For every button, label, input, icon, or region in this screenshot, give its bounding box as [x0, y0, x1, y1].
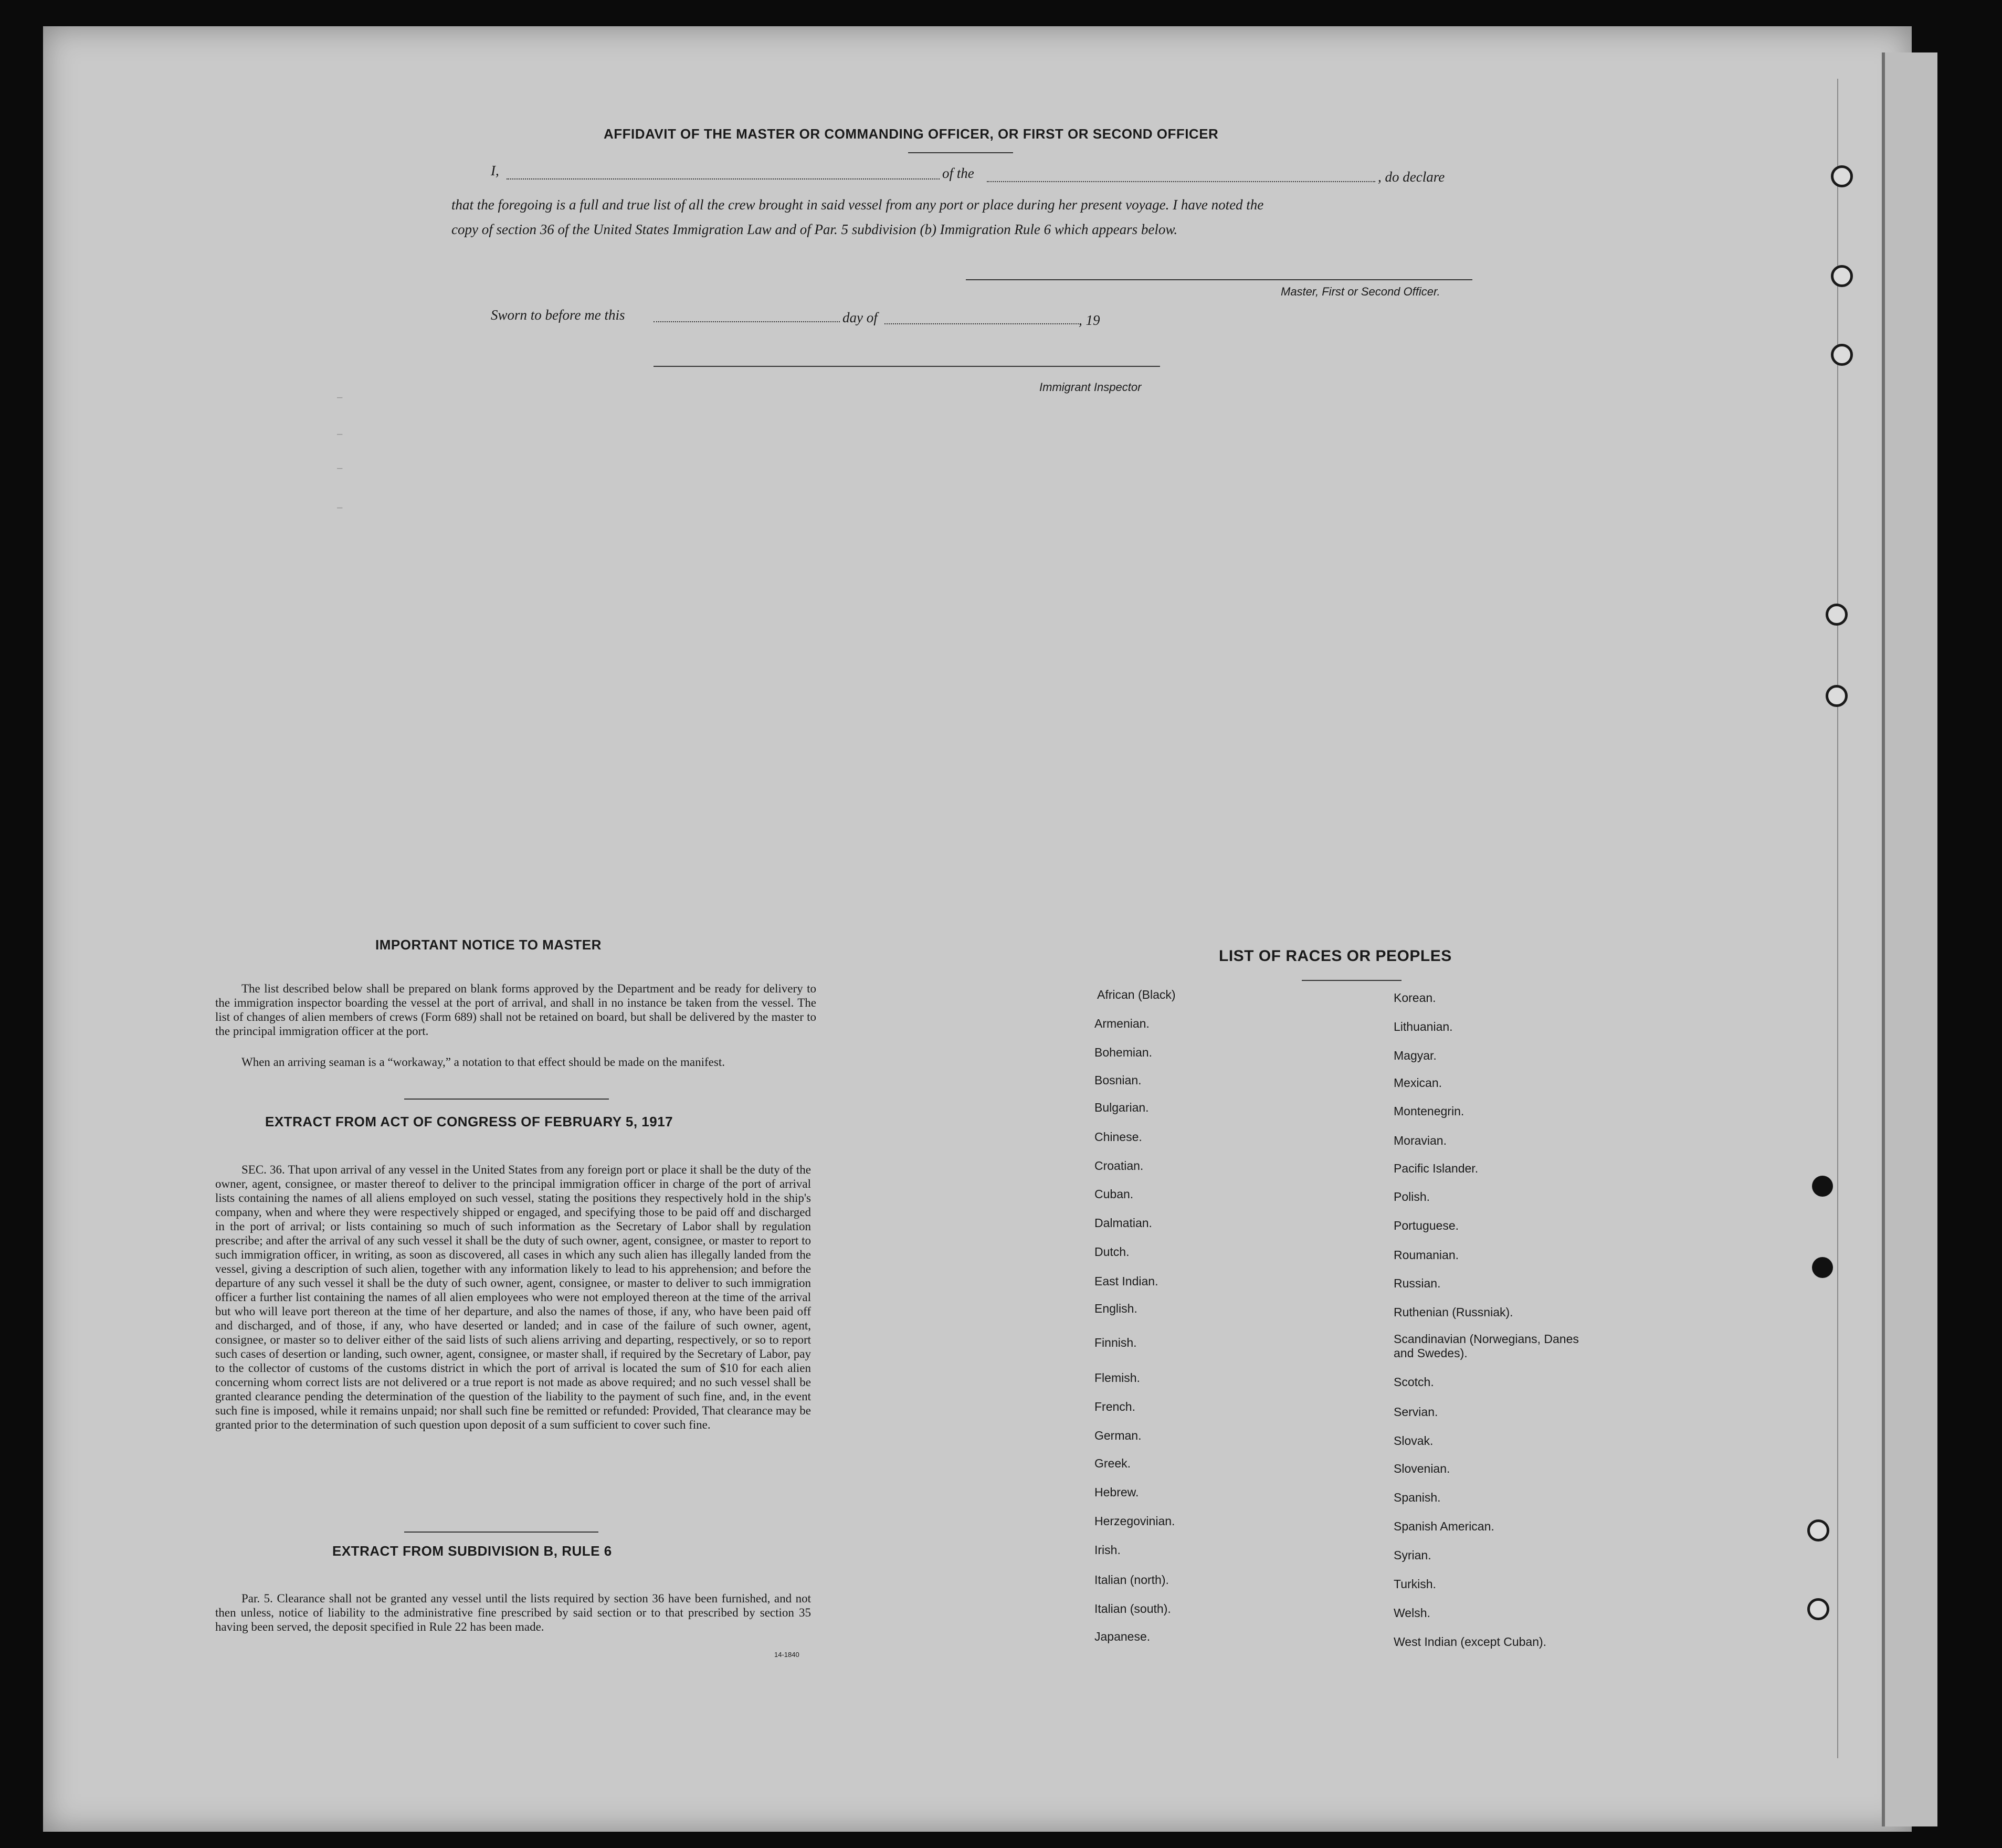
races-title: LIST OF RACES OR PEOPLES — [1219, 947, 1452, 965]
race-item: Montenegrin. — [1394, 1104, 1464, 1118]
year-text: , 19 — [1079, 312, 1100, 328]
race-item: Italian (south). — [1094, 1602, 1171, 1615]
binder-hole — [1831, 165, 1853, 187]
binder-hole — [1826, 604, 1848, 626]
race-item: Mexican. — [1394, 1076, 1442, 1090]
binder-hole — [1807, 1519, 1829, 1541]
signature-label: Master, First or Second Officer. — [1281, 285, 1440, 298]
race-item: Japanese. — [1094, 1630, 1151, 1643]
page-fold-line — [1837, 79, 1838, 1758]
title-underline — [908, 152, 1013, 153]
race-item: Cuban. — [1094, 1187, 1134, 1201]
race-item: French. — [1094, 1400, 1135, 1413]
race-item: Scotch. — [1394, 1375, 1434, 1389]
name-blank[interactable] — [507, 178, 940, 179]
race-item: Servian. — [1394, 1405, 1438, 1419]
race-item: Russian. — [1394, 1276, 1441, 1290]
race-item: Scandinavian (Norwegians, Danes and Swedes). — [1394, 1332, 1579, 1360]
binder-hole — [1831, 265, 1853, 287]
race-item: Flemish. — [1094, 1371, 1140, 1385]
sworn-day-blank[interactable] — [654, 321, 840, 322]
race-item: Korean. — [1394, 991, 1436, 1005]
inspector-label: Immigrant Inspector — [1039, 381, 1142, 394]
race-item: Spanish American. — [1394, 1519, 1494, 1533]
punch-mark — [1812, 1176, 1833, 1197]
race-item: Croatian. — [1094, 1159, 1144, 1173]
race-item: Ruthenian (Russniak). — [1394, 1305, 1513, 1319]
race-item: English. — [1094, 1302, 1137, 1315]
affidavit-statement-line: that the foregoing is a full and true list of all the crew brought in said vessel from any port or place during her present voyage. I have noted the — [451, 197, 1264, 213]
section-divider — [404, 1099, 609, 1100]
race-item: Armenian. — [1094, 1017, 1150, 1030]
act-extract-title: EXTRACT FROM ACT OF CONGRESS OF FEBRUARY 5, 1917 — [265, 1114, 673, 1129]
affidavit-statement-line: copy of section 36 of the United States Immigration Law and of Par. 5 subdivision (b) Immigration Rule 6 which appears below. — [451, 221, 1178, 237]
notice-title: IMPORTANT NOTICE TO MASTER — [375, 937, 602, 953]
binder-hole — [1831, 344, 1853, 366]
notice-text: When an arriving seaman is a “workaway,” a notation to that effect should be made on the manifest. — [241, 1055, 725, 1069]
rule-extract-title: EXTRACT FROM SUBDIVISION B, RULE 6 — [332, 1543, 612, 1559]
races-title-underline — [1302, 980, 1402, 981]
race-item: Slovenian. — [1394, 1462, 1450, 1475]
race-item: Syrian. — [1394, 1548, 1431, 1562]
race-item: Portuguese. — [1394, 1219, 1459, 1232]
race-item: Italian (north). — [1094, 1573, 1169, 1587]
race-item: Bulgarian. — [1094, 1101, 1149, 1114]
race-item: West Indian (except Cuban). — [1394, 1635, 1547, 1649]
form-number: 14-1840 — [774, 1651, 799, 1659]
race-item: Polish. — [1394, 1190, 1430, 1203]
race-item: Chinese. — [1094, 1130, 1142, 1144]
race-item: Roumanian. — [1394, 1248, 1459, 1262]
notice-paragraph — [215, 1055, 816, 1069]
document-page — [43, 26, 1912, 1832]
race-item: Dutch. — [1094, 1245, 1130, 1259]
binder-hole — [1807, 1598, 1829, 1620]
bleed-through-text: – — [336, 501, 344, 515]
signature-line[interactable] — [966, 279, 1472, 280]
rule-extract-body: Par. 5. Clearance shall not be granted any vessel until the lists required by section 36 have been furnished, and not then unless, notice of liability to the administrative fine prescribed by said section or to that prescribed by section 35 having been served, the deposit specified in Rule 22 has been made. — [215, 1592, 811, 1633]
race-item: Welsh. — [1394, 1606, 1430, 1620]
notice-text: The list described below shall be prepared on blank forms approved by the Department and be ready for delivery to the immigration inspector boarding the vessel at the port of arrival, and shall in no instance be taken from the vessel. The list of changes of alien members of crews (Form 689) shall not be retained on board, but shall be delivered by the master to the principal immigration officer at the port. — [215, 982, 816, 1038]
race-item: Moravian. — [1394, 1134, 1447, 1147]
race-item: Magyar. — [1394, 1049, 1437, 1062]
race-item: Irish. — [1094, 1543, 1121, 1557]
inspector-signature-line[interactable] — [654, 366, 1160, 367]
race-item: Greek. — [1094, 1456, 1131, 1470]
affidavit-i: I, — [491, 163, 499, 178]
race-item: Hebrew. — [1094, 1485, 1139, 1499]
section-divider — [404, 1532, 598, 1533]
bleed-through-text: – — [336, 428, 344, 442]
day-of-text: day of — [842, 310, 878, 325]
punch-mark — [1812, 1257, 1833, 1278]
affidavit-of-the: of the — [942, 165, 974, 181]
race-item: German. — [1094, 1429, 1142, 1442]
race-item: Lithuanian. — [1394, 1020, 1453, 1033]
race-item: Dalmatian. — [1094, 1216, 1152, 1230]
race-item: Slovak. — [1394, 1434, 1434, 1448]
month-blank[interactable] — [884, 323, 1079, 324]
race-item: Turkish. — [1394, 1577, 1436, 1591]
race-item: Bohemian. — [1094, 1046, 1152, 1059]
race-item: Spanish. — [1394, 1491, 1441, 1504]
binder-hole — [1826, 685, 1848, 707]
race-item: African (Black) — [1097, 988, 1176, 1001]
race-item: Pacific Islander. — [1394, 1161, 1479, 1175]
vessel-blank[interactable] — [987, 181, 1375, 182]
sworn-text: Sworn to before me this — [491, 307, 625, 323]
race-item: Finnish. — [1094, 1336, 1137, 1349]
race-item: Herzegovinian. — [1094, 1514, 1175, 1528]
act-extract-body: SEC. 36. That upon arrival of any vessel in the United States from any foreign port or place it shall be the duty of the owner, agent, consignee, or master thereof to deliver to the principal immigration officer in charge of the port of arrival lists containing the names of all aliens employed on such vessel, stating the positions they respectively hold in the ship's company, when and where they were respectively shipped or engaged, and specifying those to be paid off and discharged in the port of arrival; or lists containing so much of such information as the Secretary of Labor shall by regulation prescribe; and after the arrival of any such vessel it shall be the duty of such owner, agent, consignee, or master to report to such immigration officer, in writing, as soon as discovered, all cases in which any such alien has illegally landed from the vessel, giving a description of such alien, together with any information likely to lead to his apprehension; and before the departure of any such vessel it shall be the duty of such owner, agent, consignee, or master to deliver to such immigration officer a further list containing the names of all alien employees who were not employed thereon at the time of the arrival but who will leave port thereon at the time of her departure, and also the names of those, if any, who have been paid off and discharged, and of those, if any, who have deserted or landed; and in case of the failure of such owner, agent, consignee, or master so to deliver either of the said lists of such aliens arriving and departing, respectively, or so to report such cases of desertion or landing, such owner, agent, consignee, or master shall, if required by the Secretary of Labor, pay to the collector of customs of the customs district in which the port of arrival is located the sum of $10 for each alien concerning whom correct lists are not delivered or a true report is not made as above required; and no such vessel shall be granted clearance pending the determination of the question of the liability to the payment of such fine, and, in the event such fine is imposed, while it remains unpaid; nor shall such fine be remitted or refunded: Provided, That clearance may be granted prior to the determination of such question upon deposit of a sum sufficient to cover such fine. — [215, 1163, 811, 1431]
race-item: Bosnian. — [1094, 1073, 1142, 1087]
race-item: East Indian. — [1094, 1274, 1158, 1288]
notice-paragraph — [215, 981, 816, 1038]
bleed-through-text: – — [336, 462, 344, 476]
affidavit-declare: , do declare — [1378, 169, 1445, 185]
affidavit-title: AFFIDAVIT OF THE MASTER OR COMMANDING OFFICER, OR FIRST OR SECOND OFFICER — [604, 126, 1219, 142]
bleed-through-text: – — [336, 391, 344, 405]
adjacent-page-edge — [1882, 52, 1937, 1826]
